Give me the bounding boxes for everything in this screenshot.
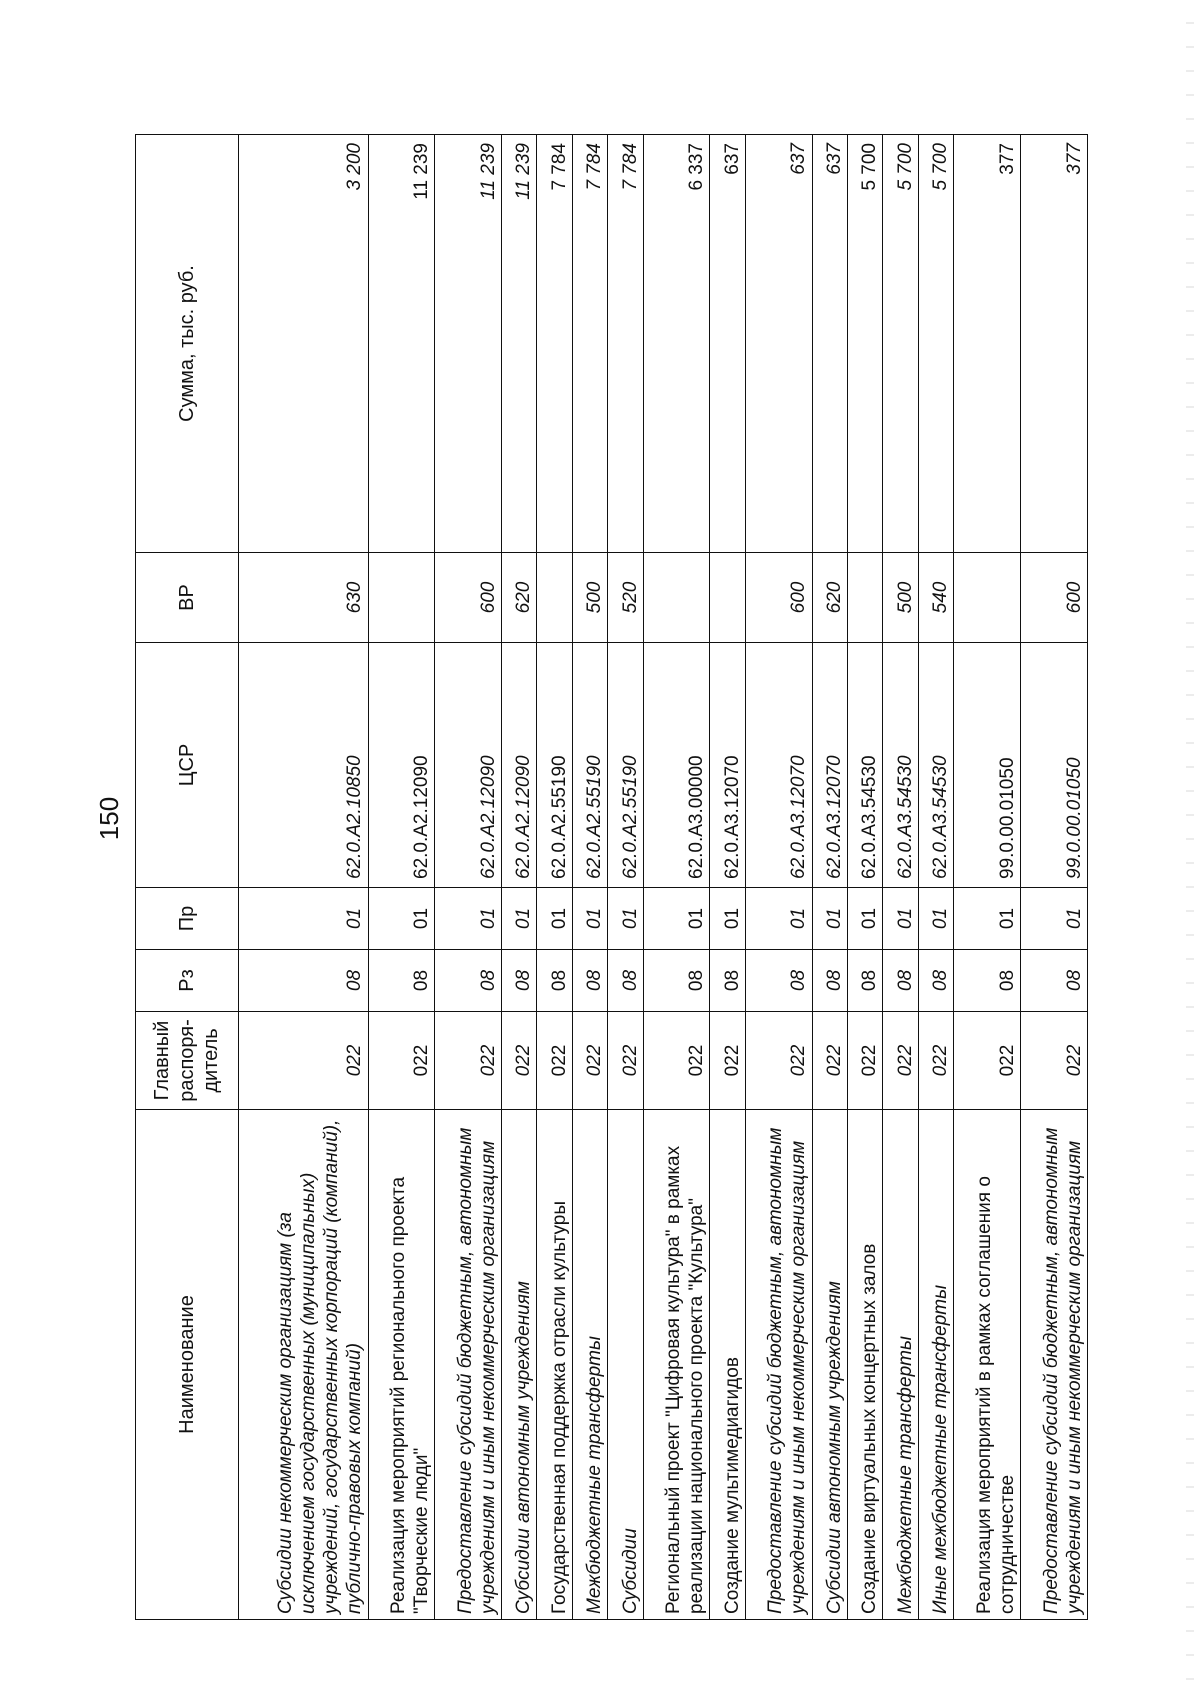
cell-section: 08 — [239, 950, 369, 1012]
cell-expense-type: 500 — [572, 553, 607, 643]
table-row — [1021, 135, 1088, 1620]
cell-name: Субсидии некоммерческим организациям (за исключением государственных (муниципальных) учреждений, государственных корпораций (компаний), публично-правовых компаний) — [239, 1110, 369, 1620]
table-row — [608, 135, 643, 1620]
table-row — [572, 135, 607, 1620]
cell-subsection: 01 — [502, 888, 537, 950]
header-main-manager: Главный распоря-дитель — [136, 1012, 239, 1110]
cell-section: 08 — [954, 950, 1021, 1012]
cell-target-article: 62.0.A3.54530 — [883, 643, 918, 888]
header-name: Наименование — [136, 1110, 239, 1620]
cell-amount: 637 — [745, 135, 812, 553]
cell-section: 08 — [368, 950, 435, 1012]
cell-main-manager: 022 — [368, 1012, 435, 1110]
table-row — [537, 135, 572, 1620]
cell-target-article: 62.0.A2.12090 — [435, 643, 502, 888]
cell-expense-type — [368, 553, 435, 643]
cell-target-article: 99.0.00.01050 — [1021, 643, 1088, 888]
cell-subsection: 01 — [1021, 888, 1088, 950]
cell-expense-type — [954, 553, 1021, 643]
cell-main-manager: 022 — [812, 1012, 847, 1110]
cell-main-manager: 022 — [537, 1012, 572, 1110]
cell-expense-type — [848, 553, 883, 643]
table-row — [239, 135, 369, 1620]
cell-name: Межбюджетные трансферты — [883, 1110, 918, 1620]
cell-subsection: 01 — [239, 888, 369, 950]
cell-section: 08 — [572, 950, 607, 1012]
table-row — [954, 135, 1021, 1620]
cell-expense-type — [643, 553, 710, 643]
table-header-row — [136, 135, 239, 1620]
cell-section: 08 — [745, 950, 812, 1012]
cell-expense-type: 620 — [502, 553, 537, 643]
scan-artifact — [1186, 0, 1194, 1686]
header-expense-type: ВР — [136, 553, 239, 643]
table-row — [883, 135, 918, 1620]
cell-amount: 377 — [954, 135, 1021, 553]
cell-section: 08 — [643, 950, 710, 1012]
cell-main-manager: 022 — [435, 1012, 502, 1110]
cell-name: Реализация мероприятий в рамках соглашения о сотрудничестве — [954, 1110, 1021, 1620]
cell-main-manager: 022 — [502, 1012, 537, 1110]
cell-amount: 377 — [1021, 135, 1088, 553]
cell-amount: 3 200 — [239, 135, 369, 553]
cell-section: 08 — [435, 950, 502, 1012]
page-number: 150 — [94, 796, 125, 841]
cell-amount: 637 — [812, 135, 847, 553]
cell-name: Субсидии автономным учреждениям — [502, 1110, 537, 1620]
cell-amount: 637 — [710, 135, 745, 553]
table-row — [848, 135, 883, 1620]
cell-section: 08 — [502, 950, 537, 1012]
cell-target-article: 62.0.A3.54530 — [918, 643, 953, 888]
cell-main-manager: 022 — [954, 1012, 1021, 1110]
cell-subsection: 01 — [537, 888, 572, 950]
cell-subsection: 01 — [848, 888, 883, 950]
table-body — [239, 135, 1088, 1620]
cell-subsection: 01 — [745, 888, 812, 950]
cell-section: 08 — [1021, 950, 1088, 1012]
cell-subsection: 01 — [710, 888, 745, 950]
cell-main-manager: 022 — [848, 1012, 883, 1110]
cell-subsection: 01 — [883, 888, 918, 950]
cell-target-article: 62.0.A2.55190 — [572, 643, 607, 888]
cell-name: Межбюджетные трансферты — [572, 1110, 607, 1620]
header-target-article: ЦСР — [136, 643, 239, 888]
cell-section: 08 — [918, 950, 953, 1012]
cell-name: Предоставление субсидий бюджетным, автономным учреждениям и иным некоммерческим организациям — [745, 1110, 812, 1620]
cell-target-article: 62.0.A3.12070 — [812, 643, 847, 888]
cell-amount: 6 337 — [643, 135, 710, 553]
header-amount: Сумма, тыс. руб. — [136, 135, 239, 553]
cell-section: 08 — [710, 950, 745, 1012]
cell-subsection: 01 — [812, 888, 847, 950]
cell-main-manager: 022 — [710, 1012, 745, 1110]
cell-subsection: 01 — [368, 888, 435, 950]
cell-section: 08 — [812, 950, 847, 1012]
cell-main-manager: 022 — [643, 1012, 710, 1110]
budget-table-sheet — [135, 135, 1088, 1620]
cell-section: 08 — [883, 950, 918, 1012]
cell-expense-type: 500 — [883, 553, 918, 643]
cell-name: Предоставление субсидий бюджетным, автономным учреждениям и иным некоммерческим организациям — [1021, 1110, 1088, 1620]
cell-target-article: 62.0.A2.10850 — [239, 643, 369, 888]
table-row — [918, 135, 953, 1620]
table-row — [812, 135, 847, 1620]
cell-amount: 7 784 — [537, 135, 572, 553]
cell-section: 08 — [537, 950, 572, 1012]
cell-expense-type: 600 — [745, 553, 812, 643]
cell-expense-type: 540 — [918, 553, 953, 643]
cell-expense-type — [710, 553, 745, 643]
cell-expense-type: 600 — [1021, 553, 1088, 643]
cell-target-article: 62.0.A2.55190 — [537, 643, 572, 888]
table-row — [435, 135, 502, 1620]
cell-name: Государственная поддержка отрасли культуры — [537, 1110, 572, 1620]
cell-target-article: 99.0.00.01050 — [954, 643, 1021, 888]
cell-section: 08 — [848, 950, 883, 1012]
cell-amount: 11 239 — [435, 135, 502, 553]
cell-name: Предоставление субсидий бюджетным, автономным учреждениям и иным некоммерческим организациям — [435, 1110, 502, 1620]
cell-target-article: 62.0.A3.54530 — [848, 643, 883, 888]
header-subsection: Пр — [136, 888, 239, 950]
cell-name: Региональный проект "Цифровая культура" в рамках реализации национального проекта "Культура" — [643, 1110, 710, 1620]
cell-amount: 11 239 — [502, 135, 537, 553]
cell-name: Субсидии — [608, 1110, 643, 1620]
cell-amount: 7 784 — [608, 135, 643, 553]
cell-name: Иные межбюджетные трансферты — [918, 1110, 953, 1620]
cell-main-manager: 022 — [1021, 1012, 1088, 1110]
budget-table — [135, 134, 1088, 1620]
cell-main-manager: 022 — [608, 1012, 643, 1110]
cell-main-manager: 022 — [918, 1012, 953, 1110]
cell-subsection: 01 — [572, 888, 607, 950]
cell-expense-type: 520 — [608, 553, 643, 643]
cell-main-manager: 022 — [883, 1012, 918, 1110]
cell-expense-type: 630 — [239, 553, 369, 643]
table-row — [368, 135, 435, 1620]
cell-expense-type: 620 — [812, 553, 847, 643]
cell-target-article: 62.0.A2.55190 — [608, 643, 643, 888]
table-row — [502, 135, 537, 1620]
cell-name: Реализация мероприятий регионального проекта "Творческие люди" — [368, 1110, 435, 1620]
cell-amount: 5 700 — [883, 135, 918, 553]
cell-subsection: 01 — [608, 888, 643, 950]
cell-target-article: 62.0.A2.12090 — [368, 643, 435, 888]
table-row — [643, 135, 710, 1620]
cell-subsection: 01 — [643, 888, 710, 950]
cell-main-manager: 022 — [745, 1012, 812, 1110]
cell-subsection: 01 — [918, 888, 953, 950]
cell-amount: 7 784 — [572, 135, 607, 553]
cell-target-article: 62.0.A3.00000 — [643, 643, 710, 888]
cell-subsection: 01 — [435, 888, 502, 950]
cell-target-article: 62.0.A3.12070 — [710, 643, 745, 888]
cell-section: 08 — [608, 950, 643, 1012]
cell-subsection: 01 — [954, 888, 1021, 950]
cell-name: Субсидии автономным учреждениям — [812, 1110, 847, 1620]
table-row — [710, 135, 745, 1620]
table-row — [745, 135, 812, 1620]
cell-name: Создание виртуальных концертных залов — [848, 1110, 883, 1620]
cell-main-manager: 022 — [572, 1012, 607, 1110]
cell-main-manager: 022 — [239, 1012, 369, 1110]
cell-target-article: 62.0.A2.12090 — [502, 643, 537, 888]
cell-name: Создание мультимедиагидов — [710, 1110, 745, 1620]
cell-expense-type — [537, 553, 572, 643]
cell-amount: 11 239 — [368, 135, 435, 553]
cell-amount: 5 700 — [848, 135, 883, 553]
cell-amount: 5 700 — [918, 135, 953, 553]
cell-target-article: 62.0.A3.12070 — [745, 643, 812, 888]
header-section: Рз — [136, 950, 239, 1012]
cell-expense-type: 600 — [435, 553, 502, 643]
